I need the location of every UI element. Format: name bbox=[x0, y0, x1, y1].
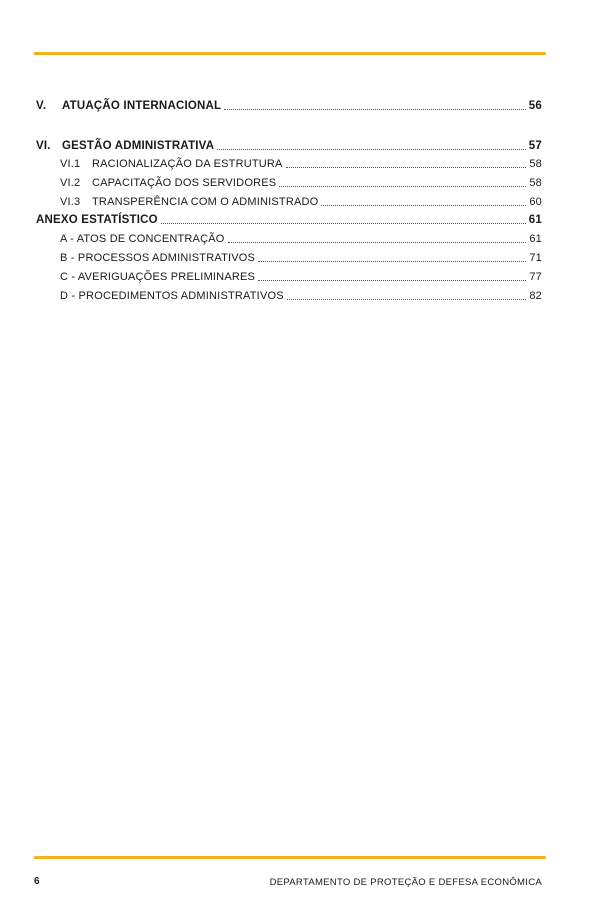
toc-entry-number: V. bbox=[36, 100, 47, 112]
toc-entry-racionalizacao[interactable] bbox=[60, 153, 542, 171]
toc-entry-label: ATUAÇÃO INTERNACIONAL bbox=[62, 100, 222, 112]
toc-entry-number: VI. bbox=[36, 140, 51, 152]
toc-entry-label: CAPACITAÇÃO DOS SERVIDORES bbox=[92, 177, 277, 189]
toc-entry-number: VI.2 bbox=[60, 177, 81, 189]
toc-entry-page: 58 bbox=[529, 177, 542, 189]
toc-entry-page: 82 bbox=[529, 290, 542, 302]
toc-entry-anexo-estatistico[interactable] bbox=[36, 209, 542, 227]
toc-entry-label: ANEXO ESTATÍSTICO bbox=[36, 214, 158, 226]
toc-entry-label: A - ATOS DE CONCENTRAÇÃO bbox=[60, 233, 225, 245]
toc-entry-gestao-administrativa[interactable] bbox=[36, 135, 542, 153]
toc-entry-label: D - PROCEDIMENTOS ADMINISTRATIVOS bbox=[60, 290, 284, 302]
dot-leader bbox=[161, 223, 526, 224]
toc-entry-label: C - AVERIGUAÇÕES PRELIMINARES bbox=[60, 271, 256, 283]
dot-leader bbox=[228, 242, 527, 243]
toc-entry-page: 58 bbox=[529, 158, 542, 170]
dot-leader bbox=[279, 186, 526, 187]
toc-entry-label: RACIONALIZAÇÃO DA ESTRUTURA bbox=[92, 158, 283, 170]
toc-entry-atos-concentracao[interactable] bbox=[60, 228, 542, 246]
dot-leader bbox=[258, 261, 526, 262]
toc-entry-averiguacoes-preliminares[interactable] bbox=[60, 266, 542, 284]
toc-entry-label: B - PROCESSOS ADMINISTRATIVOS bbox=[60, 252, 256, 264]
toc-entry-number: VI.3 bbox=[60, 196, 81, 208]
dot-leader bbox=[286, 167, 527, 168]
toc-entry-capacitacao[interactable] bbox=[60, 172, 542, 190]
dot-leader bbox=[224, 109, 526, 110]
dot-leader bbox=[258, 280, 526, 281]
header-rule bbox=[34, 52, 546, 55]
dot-leader bbox=[287, 299, 527, 300]
toc-entry-page: 77 bbox=[529, 271, 542, 283]
toc-entry-page: 61 bbox=[529, 233, 542, 245]
toc-entry-transparencia[interactable] bbox=[60, 191, 542, 209]
toc-entry-procedimentos-administrativos[interactable] bbox=[60, 285, 542, 303]
toc-entry-number: VI.1 bbox=[60, 158, 81, 170]
toc-entry-page: 61 bbox=[528, 214, 542, 226]
toc-entry-label: GESTÃO ADMINISTRATIVA bbox=[62, 140, 215, 152]
footer-department: DEPARTAMENTO DE PROTEÇÃO E DEFESA ECONÔMICA bbox=[269, 877, 542, 888]
toc-entry-label: TRANSPERÊNCIA COM O ADMINISTRADO bbox=[92, 196, 319, 208]
dot-leader bbox=[321, 205, 526, 206]
toc-entry-page: 71 bbox=[529, 252, 542, 264]
toc-entry-page: 57 bbox=[528, 140, 542, 152]
toc-entry-page: 56 bbox=[528, 100, 542, 112]
toc-entry-page: 60 bbox=[529, 196, 542, 208]
page-number: 6 bbox=[34, 876, 40, 887]
toc-entry-atuacao-internacional[interactable] bbox=[36, 95, 542, 113]
footer-rule bbox=[34, 856, 546, 859]
toc-entry-processos-administrativos[interactable] bbox=[60, 247, 542, 265]
dot-leader bbox=[217, 149, 526, 150]
